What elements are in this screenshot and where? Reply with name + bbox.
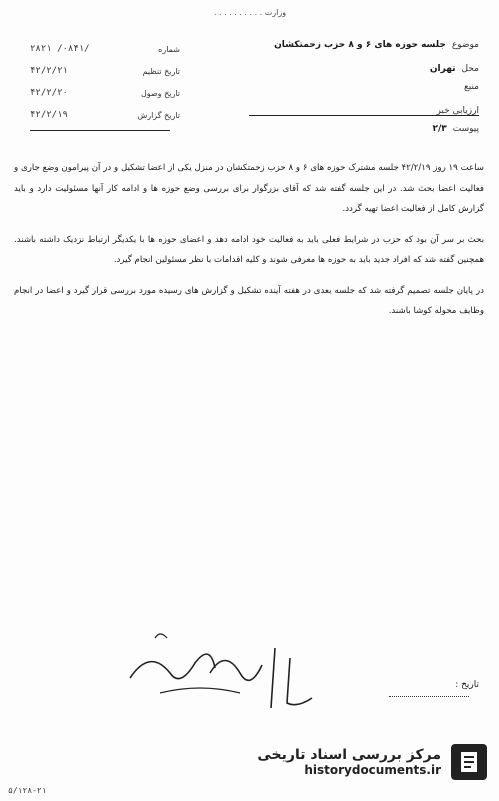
signature-date-line bbox=[389, 696, 469, 697]
signature-area bbox=[100, 618, 360, 718]
meta-label: تاریخ گزارش bbox=[137, 110, 180, 120]
archive-watermark bbox=[219, 737, 489, 787]
document-heading: وزارت . . . . . . . . . . bbox=[213, 8, 287, 17]
copies-label: پیوست bbox=[452, 124, 479, 134]
meta-divider bbox=[30, 130, 170, 131]
body-paragraph: در پایان جلسه تصمیم گرفته شد که جلسه بعدی در هفته آینده تشکیل و گزارش های رسیده مورد بررسی قرار گیرد و اعضا در انجام وظایف محوله کوشا باشند. bbox=[14, 285, 484, 316]
archive-logo-icon bbox=[449, 742, 489, 782]
source-field bbox=[249, 82, 479, 92]
source-label: منبع bbox=[463, 82, 479, 92]
meta-value: ۴۲/۲/۲۰ bbox=[30, 88, 68, 98]
subject-block bbox=[249, 40, 479, 142]
subject-divider bbox=[249, 115, 479, 116]
handwritten-signature-icon bbox=[100, 618, 360, 718]
archive-code: ۵/۱۲۸-۲۱ bbox=[8, 786, 47, 795]
copies-field bbox=[249, 124, 479, 134]
meta-row-issue-date bbox=[30, 60, 180, 82]
watermark-title: مرکز بررسی اسناد تاریخی bbox=[257, 747, 441, 763]
meta-row-number bbox=[30, 38, 180, 60]
meta-value: ۲۸۲۱ /۰۸۴۱/ bbox=[30, 44, 90, 54]
evaluation-label: ارزیابی خبر bbox=[436, 106, 479, 116]
subject-label: موضوع bbox=[451, 40, 479, 50]
meta-row-receipt-date bbox=[30, 82, 180, 104]
meta-left-column bbox=[30, 38, 180, 126]
location-value: تهران bbox=[429, 64, 456, 74]
report-body bbox=[14, 158, 484, 332]
meta-value: ۴۲/۲/۱۹ bbox=[30, 110, 68, 120]
meta-row-report-date bbox=[30, 104, 180, 126]
watermark-url: historydocuments.ir bbox=[304, 763, 441, 777]
meta-value: ۴۲/۲/۲۱ bbox=[30, 66, 68, 76]
copies-value: ۲/۳ bbox=[432, 124, 447, 134]
meta-label: تاریخ وصول bbox=[140, 88, 180, 98]
subject-value: جلسه حوزه های ۶ و ۸ حزب زحمتکشان bbox=[274, 40, 446, 50]
meta-label: شماره bbox=[158, 44, 180, 54]
subject-field bbox=[249, 40, 479, 50]
location-field bbox=[249, 64, 479, 74]
body-paragraph: ساعت ۱۹ روز ۴۲/۲/۱۹ جلسه مشترک حوزه های ۶ و ۸ حزب زحمتکشان در منزل یکی از اعضا تشکیل و در آن پیرامون وضع جاری و فعالیت اعضا بحث شد. در این جلسه گفته شد که آقای بزرگوار برای بررسی وضع حوزه ها و ادامه کار آنها مسئولیت دارد و باید گزارش کامل از فعالیت اعضا تهیه گردد. bbox=[14, 163, 484, 214]
watermark-text bbox=[257, 747, 441, 777]
meta-label: تاریخ تنظیم bbox=[142, 66, 180, 76]
location-label: محل bbox=[461, 64, 479, 74]
signature-date-label: تاریخ : bbox=[455, 680, 479, 690]
body-paragraph: بحث بر سر آن بود که حزب در شرایط فعلی باید به فعالیت خود ادامه دهد و اعضای حوزه ها با یکدیگر ارتباط نزدیک داشته باشند. همچنین گفته شد که افراد جدید باید به حوزه ها معرفی شوند و کلیه اقدامات با نظر مسئولین انجام گیرد. bbox=[14, 234, 484, 265]
